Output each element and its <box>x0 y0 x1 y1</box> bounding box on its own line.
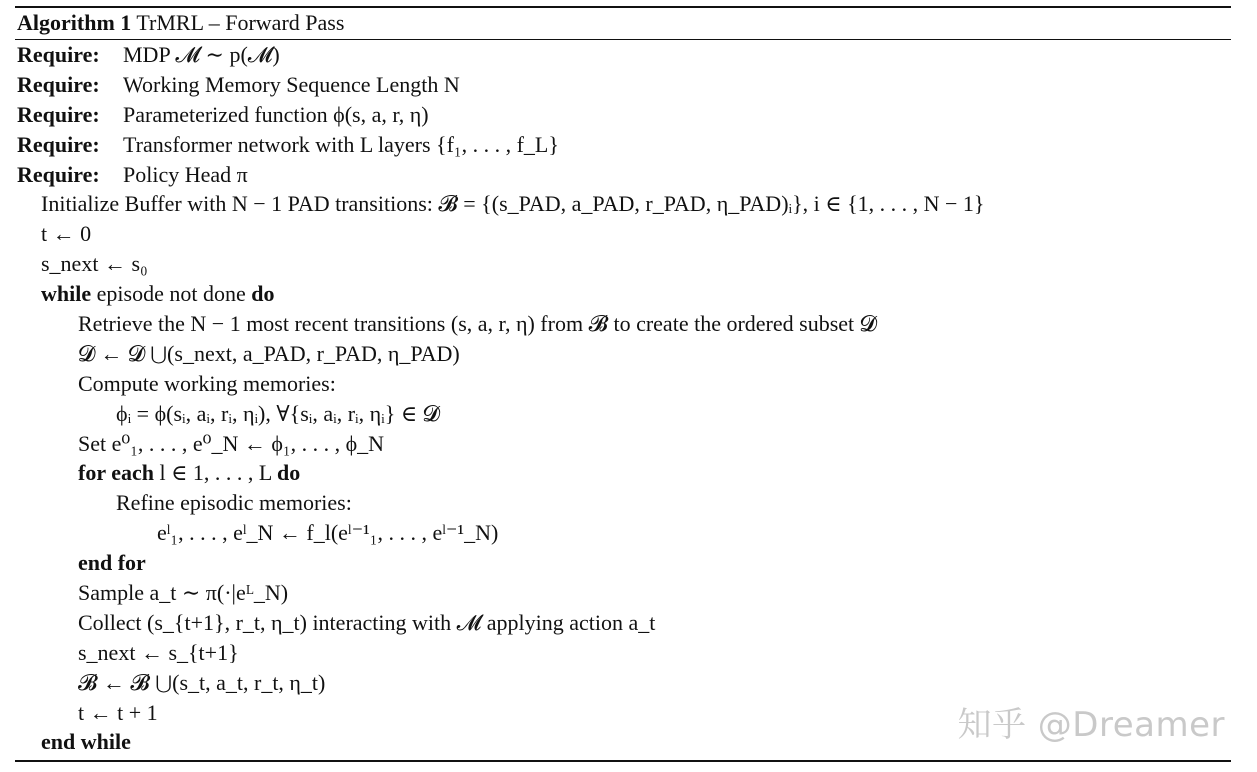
require-text: Working Memory Sequence Length N <box>123 71 460 97</box>
step-text: t ← t + 1 <box>78 699 158 725</box>
step-text: eˡ₁, . . . , eˡ_N ← f_l(eˡ⁻¹₁, . . . , eˡ⁻¹_N) <box>157 520 499 546</box>
require-label: Require: <box>17 42 100 67</box>
step-text: Retrieve the N − 1 most recent transitions (s, a, r, η) from 𝓑 to create the ordered subset 𝓓 <box>78 311 877 337</box>
step-text: Sample a_t ∼ π(·|eᴸ_N) <box>78 580 289 606</box>
step-line <box>15 249 1231 279</box>
require-line <box>15 70 1231 100</box>
step-text: Compute working memories: <box>78 370 336 396</box>
step-text: 𝓓 ← 𝓓 ⋃(s_next, a_PAD, r_PAD, η_PAD) <box>78 340 460 366</box>
step-line <box>15 518 1231 548</box>
step-keyword: do <box>251 281 275 307</box>
step-text: s_next ← s_{t+1} <box>78 639 239 665</box>
step-text: 𝓑 ← 𝓑 ⋃(s_t, a_t, r_t, η_t) <box>78 669 326 695</box>
watermark: 知乎 @Dreamer <box>957 705 1225 745</box>
caption-title: TrMRL – Forward Pass <box>136 10 345 35</box>
require-line <box>15 40 1231 70</box>
require-label: Require: <box>17 131 100 157</box>
step-line <box>15 578 1231 608</box>
step-text: Collect (s_{t+1}, r_t, η_t) interacting with 𝓜 applying action a_t <box>78 609 656 635</box>
step-text: Set e⁰₁, . . . , e⁰_N ← ϕ₁, . . . , ϕ_N <box>78 430 385 456</box>
algorithm-steps <box>15 189 1231 757</box>
step-keyword: end while <box>41 729 131 755</box>
caption-label: Algorithm 1 <box>17 10 132 35</box>
require-label: Require: <box>17 71 100 97</box>
require-label: Require: <box>17 161 100 187</box>
step-keyword: end for <box>78 550 146 576</box>
step-text: Initialize Buffer with N − 1 PAD transitions: 𝓑 = {(s_PAD, a_PAD, r_PAD, η_PAD)ᵢ}, i ∈ {1, . . . , N − 1} <box>41 191 985 217</box>
step-text: episode not done <box>91 281 252 307</box>
step-line <box>15 488 1231 518</box>
algorithm-block <box>15 6 1231 762</box>
require-line <box>15 130 1231 160</box>
step-text: l ∈ 1, . . . , L <box>153 460 277 486</box>
step-line <box>15 429 1231 459</box>
step-line <box>15 189 1231 219</box>
step-line <box>15 548 1231 578</box>
step-text: Refine episodic memories: <box>116 490 352 516</box>
step-line <box>15 638 1231 668</box>
require-line <box>15 100 1231 130</box>
require-text: Parameterized function ϕ(s, a, r, η) <box>123 101 429 127</box>
step-line <box>15 668 1231 698</box>
step-line <box>15 279 1231 309</box>
require-label: Require: <box>17 101 100 127</box>
require-line <box>15 160 1231 190</box>
bottom-rule <box>15 760 1231 762</box>
step-line <box>15 458 1231 488</box>
step-line <box>15 309 1231 339</box>
step-line <box>15 399 1231 429</box>
step-keyword: do <box>277 460 301 486</box>
step-text: s_next ← s₀ <box>41 251 148 277</box>
requires-list <box>15 40 1231 189</box>
step-line <box>15 608 1231 638</box>
algorithm-caption <box>15 8 1231 39</box>
step-line <box>15 339 1231 369</box>
step-text: t ← 0 <box>41 221 92 247</box>
require-text: MDP 𝓜 ∼ p(𝓜) <box>123 42 280 67</box>
step-line <box>15 369 1231 399</box>
step-text: ϕᵢ = ϕ(sᵢ, aᵢ, rᵢ, ηᵢ), ∀{sᵢ, aᵢ, rᵢ, ηᵢ} ∈ 𝓓 <box>116 400 440 426</box>
require-text: Policy Head π <box>123 161 248 187</box>
step-line <box>15 219 1231 249</box>
step-keyword: while <box>41 281 92 307</box>
step-keyword: for each <box>78 460 154 486</box>
require-text: Transformer network with L layers {f₁, . . . , f_L} <box>123 131 559 157</box>
